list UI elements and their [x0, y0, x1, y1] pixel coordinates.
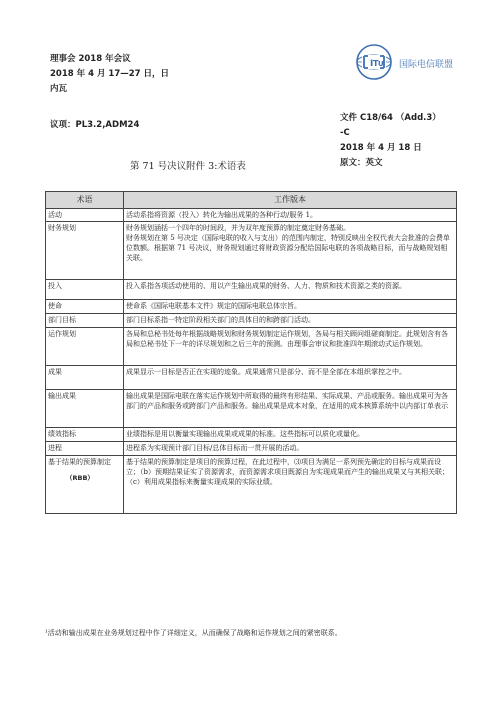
document-language: 原文：英文	[340, 158, 383, 168]
term-label: 部门目标	[48, 316, 76, 324]
definition-text: 各局和总秘书处每年根据战略规划和财务规划制定运作规划，各局与相关顾问组磋商制定。此规划含有各局和总秘书处下一年的详尽规划和之后三年的预测。由理事会审议和批准四年期滚动式运作规划。	[126, 330, 448, 348]
definition-text: 输出成果是国际电联在落实运作规划中所取得的最终有形结果、实际成果、产品或服务。输出成果可为各部门的产品和服务或跨部门产品和服务。输出成果是成本对象，在适用的成本核算系统中以内部订单表示	[126, 392, 448, 410]
term-label: 输出成果	[48, 392, 76, 400]
definition-cell	[124, 456, 457, 514]
definition-text: 投入系指各项活动使用的、用以产生输出成果的财务、人力、物质和技术资源之类的资源。	[126, 282, 406, 290]
table-header-row	[46, 192, 457, 209]
glossary-table	[45, 191, 457, 514]
term-cell	[46, 456, 124, 514]
term-label: 活动	[48, 211, 62, 219]
table-row	[46, 300, 457, 314]
term-label: 成果	[48, 368, 62, 376]
term-note: （RBB）	[66, 474, 94, 482]
term-label: 绩效指标	[48, 430, 76, 438]
table-row	[46, 222, 457, 280]
table-row	[46, 428, 457, 442]
term-label: 运作规划	[48, 330, 76, 338]
definition-text: 业绩指标是用以衡量实现输出成果或成果的标准。这些指标可以质化或量化。	[126, 430, 364, 438]
definition-cell	[124, 314, 457, 328]
header-version: 工作版本	[124, 192, 457, 209]
term-label: 使命	[48, 302, 62, 310]
definition-text: 部门目标系指一特定阶段相关部门的具体目的和跨部门活动。	[126, 316, 315, 324]
svg-text:T: T	[373, 59, 379, 68]
term-cell	[46, 300, 124, 314]
document-suffix: -C	[340, 128, 350, 138]
definition-text: 基于结果的预算制定是项目的预算过程，在此过程中，⑶项目为满足一系列预先确定的目标与成果而设立；（b）预期结果证实了资源需求，而资源需求项目既源自为实现成果而产生的输出成果又与其相关联；（c）利用成果指标来衡量实现成果的实际业绩。	[126, 458, 449, 486]
svg-text:U: U	[378, 60, 384, 68]
term-label: 进程	[48, 444, 62, 452]
definition-cell	[124, 390, 457, 428]
term-cell	[46, 209, 124, 222]
table-row	[46, 456, 457, 514]
document-date: 2018 年 4 月 18 日	[340, 143, 422, 153]
logo-text: 国际电信联盟	[399, 60, 454, 70]
term-label: 基于结果的预算制定	[48, 458, 111, 466]
definition-text: 进程系为实现预计部门目标/总体目标而一贯开展的活动。	[126, 444, 304, 452]
meeting-title: 理事会 2018 年会议	[50, 54, 131, 64]
definition-text: 财务规划在第 5 号决定（国际电联的收入与支出）的范围内制定，特别反映出全权代表大会批准的会费单位数额。根据第 71 号决议，财务规划通过将财政资源分配给国际电联的各项战略目标，而与战略规划相关联。	[126, 234, 450, 262]
definition-cell	[124, 442, 457, 456]
header-term: 术语	[46, 192, 124, 209]
table-row	[46, 442, 457, 456]
meeting-dates: 2018 年 4 月 17—27 日，日	[50, 69, 170, 79]
term-cell	[46, 442, 124, 456]
table-row	[46, 209, 457, 222]
definition-text: 成果显示一目标是否正在实现的迹象。成果通常只是部分、而不是全部在本组织掌控之中。	[126, 368, 406, 376]
table-row	[46, 366, 457, 390]
definition-cell	[124, 300, 457, 314]
table-row	[46, 390, 457, 428]
definition-cell	[124, 428, 457, 442]
document-title: 第 71 号决议附件 3:术语表	[130, 161, 246, 172]
term-cell	[46, 366, 124, 390]
definition-text: 使命系《国际电联基本文件》规定的国际电联总体宗旨。	[126, 302, 301, 310]
term-cell	[46, 314, 124, 328]
footnote: ¹活动和输出成果在业务规划过程中作了详细定义，从而确保了战略和运作规划之间的紧密联系。	[45, 629, 342, 637]
term-cell	[46, 280, 124, 300]
term-cell	[46, 390, 124, 428]
definition-cell	[124, 366, 457, 390]
agenda-item: 议项：PL3.2,ADM24	[50, 120, 140, 130]
document-info	[340, 111, 441, 171]
document-number: 文件 C18/64 （Add.3）	[340, 113, 441, 123]
definition-cell	[124, 222, 457, 280]
term-label: 投入	[48, 282, 62, 290]
term-label: 财务规划	[48, 224, 76, 232]
term-cell	[46, 222, 124, 280]
term-cell	[46, 428, 124, 442]
definition-cell	[124, 209, 457, 222]
meeting-location: 内瓦	[50, 84, 68, 94]
svg-text:I: I	[370, 59, 374, 69]
definition-text: 财务规划涵括一个四年的时间段，并为双年度预算的制定奠定财务基础。	[126, 224, 350, 232]
meeting-header	[50, 52, 169, 97]
term-cell	[46, 328, 124, 366]
definition-cell	[124, 328, 457, 366]
definition-text: 活动系指将资源（投入）转化为输出成果的各种行动/服务 1。	[126, 211, 318, 219]
table-row	[46, 280, 457, 300]
table-row	[46, 314, 457, 328]
table-row	[46, 328, 457, 366]
definition-cell	[124, 280, 457, 300]
